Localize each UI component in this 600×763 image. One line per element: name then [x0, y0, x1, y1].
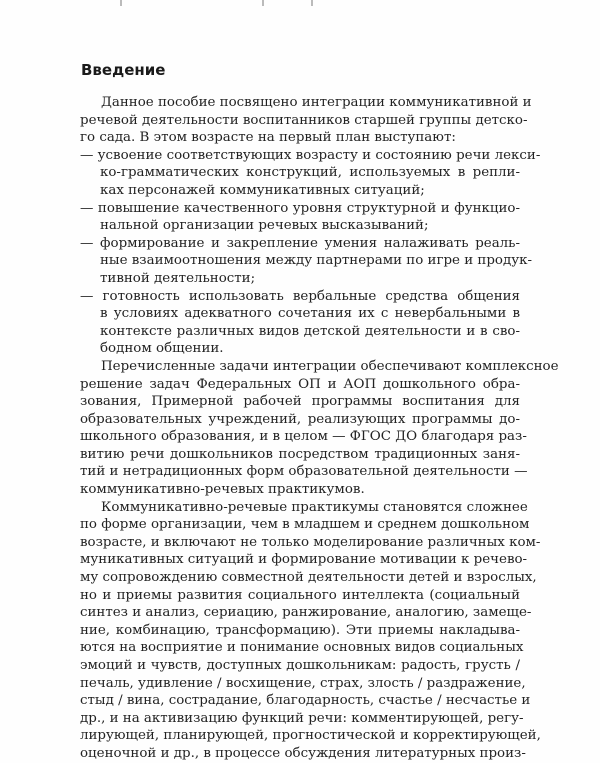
- text-line: но и приемы развития социального интеллекта (социальный: [80, 587, 520, 603]
- text-line: — усвоение соответствующих возрасту и состоянию речи лекси-: [80, 147, 541, 163]
- text-line: зования, Примерной рабочей программы воспитания для: [80, 394, 520, 410]
- text-line: синтез и анализ, сериацию, ранжирование, аналогию, замеще-: [80, 605, 532, 621]
- text-line: речевой деятельности воспитанников старшей группы детско-: [80, 112, 528, 128]
- text-line: Перечисленные задачи интеграции обеспечивают комплексное: [101, 358, 559, 374]
- text-line: — готовность использовать вербальные средства общения: [80, 288, 520, 304]
- text-line: в условиях адекватного сочетания их с невербальными в: [100, 306, 520, 322]
- text-line: стыд / вина, сострадание, благодарность, счастье / несчастье и: [80, 693, 531, 709]
- text-line: коммуникативно-речевых практикумов.: [80, 482, 365, 498]
- text-line: школьного образования, и в целом — ФГОС ДО благодаря раз-: [80, 429, 527, 445]
- text-line: по форме организации, чем в младшем и среднем дошкольном: [80, 517, 530, 533]
- text-line: контексте различных видов детской деятельности и в сво-: [100, 323, 520, 339]
- text-line: решение задач Федеральных ОП и АОП дошкольного обра-: [80, 376, 520, 392]
- text-line: тий и нетрадиционных форм образовательной деятельности —: [80, 464, 528, 480]
- scan-mark: [262, 0, 264, 6]
- text-line: образовательных учреждений, реализующих программы до-: [80, 411, 520, 427]
- text-line: Коммуникативно-речевые практикумы становятся сложнее: [101, 499, 528, 515]
- text-line: бодном общении.: [100, 341, 224, 357]
- text-line: возрасте, и включают не только моделирование различных ком-: [80, 534, 541, 550]
- text-line: тивной деятельности;: [100, 270, 256, 286]
- text-line: Данное пособие посвящено интеграции коммуникативной и: [101, 95, 532, 110]
- text-line: печаль, удивление / восхищение, страх, злость / раздражение,: [80, 675, 526, 691]
- text-line: муникативных ситуаций и формирование мотивации к речево-: [80, 552, 528, 568]
- scan-mark: [120, 0, 122, 6]
- text-line: ные взаимоотношения между партнерами по игре и продук-: [100, 253, 532, 269]
- text-line: му сопровождению совместной деятельности детей и взрослых,: [80, 570, 537, 586]
- text-line: лирующей, планирующей, прогностической и корректирующей,: [80, 728, 541, 744]
- text-line: ках персонажей коммуникативных ситуаций;: [100, 182, 425, 198]
- text-line: витию речи дошкольников посредством традиционных заня-: [80, 446, 520, 462]
- text-line: ние, комбинацию, трансформацию). Эти приемы накладыва-: [80, 622, 520, 638]
- scan-mark: [311, 0, 313, 6]
- text-line: — формирование и закрепление умения налаживать реаль-: [80, 235, 520, 251]
- text-line: — повышение качественного уровня структурной и функцио-: [80, 200, 520, 216]
- text-line: оценочной и др., в процессе обсуждения литературных произ-: [80, 745, 526, 761]
- text-line: эмоций и чувств, доступных дошкольникам: радость, грусть /: [80, 658, 520, 673]
- body-text: [80, 94, 559, 763]
- section-title: Введение: [81, 61, 166, 79]
- text-line: ко-грамматических конструкций, используемых в репли-: [100, 165, 520, 181]
- text-line: нальной организации речевых высказываний;: [100, 218, 429, 234]
- text-line: др., и на активизацию функций речи: комментирующей, регу-: [80, 710, 524, 726]
- text-line: го сада. В этом возрасте на первый план выступают:: [80, 130, 456, 146]
- text-line: ются на восприятие и понимание основных видов социальных: [80, 640, 524, 656]
